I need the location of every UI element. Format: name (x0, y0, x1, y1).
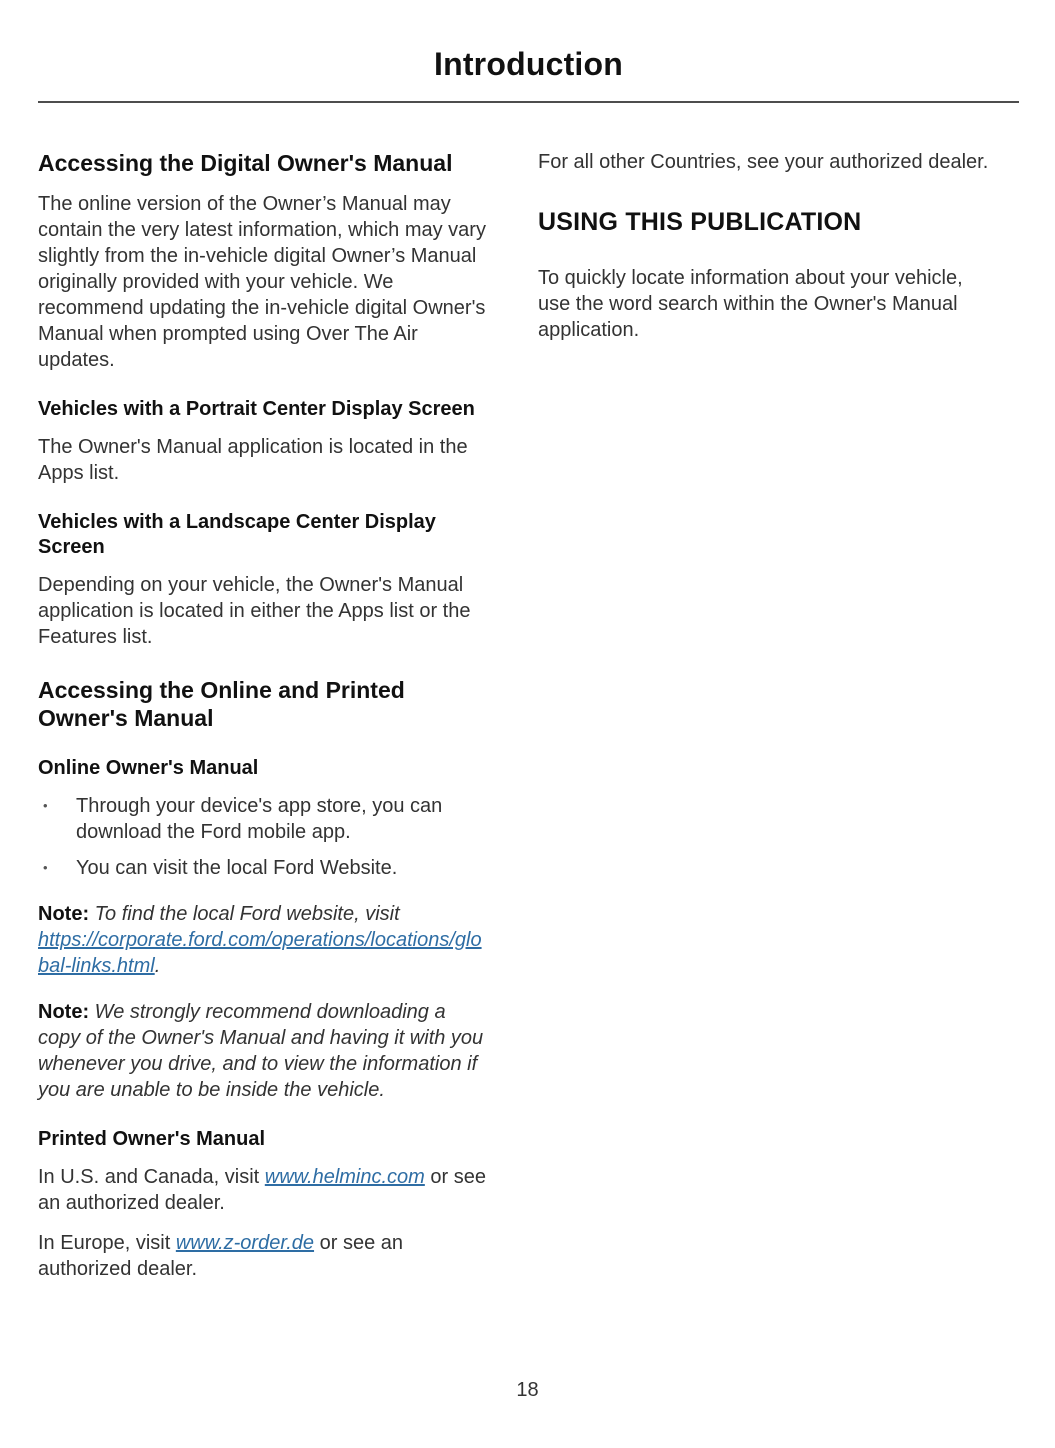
z-order-url[interactable]: www.z-order.de (175, 1232, 315, 1254)
heading-portrait-center-display: Vehicles with a Portrait Center Display Screen (38, 398, 475, 420)
heading-printed-owners-manual: Printed Owner's Manual (38, 1128, 266, 1150)
heading-landscape-center-display: Vehicles with a Landscape Center Display Screen (38, 511, 436, 558)
heading-online-owners-manual: Online Owner's Manual (38, 757, 259, 779)
note-text: We strongly recommend downloading a copy of the Owner's Manual and having it with you whenever you drive, and to view the information if you are unable to be inside the vehicle. (38, 1001, 484, 1101)
bullet-item (38, 793, 490, 845)
paragraph-text: or see an authorized dealer. (38, 1166, 486, 1214)
paragraph-landscape-display: Depending on your vehicle, the Owner's Manual application is located in either the Apps list or the Features list. (38, 574, 471, 648)
bullet-item (38, 855, 490, 881)
note-label: Note: (38, 903, 95, 925)
bullet-text: You can visit the local Ford Website. (76, 857, 398, 879)
right-column (538, 149, 990, 1296)
paragraph-other-countries: For all other Countries, see your authorized dealer. (538, 151, 989, 173)
bullet-icon: • (43, 798, 48, 813)
note-text: To find the local Ford website, visit (94, 903, 400, 925)
heading-using-this-publication: USING THIS PUBLICATION (538, 208, 862, 236)
note-local-ford-website (38, 901, 490, 979)
note-label: Note: (38, 1001, 95, 1023)
paragraph-portrait-display: The Owner's Manual application is located in the Apps list. (38, 436, 468, 484)
left-column (38, 149, 490, 1296)
bullet-text: Through your device's app store, you can download the Ford mobile app. (76, 795, 443, 843)
paragraph-word-search: To quickly locate information about your vehicle, use the word search within the Owner's Manual application. (538, 267, 963, 341)
paragraph-europe (38, 1230, 490, 1282)
paragraph-text: or see an authorized dealer. (38, 1232, 403, 1280)
heading-accessing-digital-manual: Accessing the Digital Owner's Manual (38, 150, 453, 176)
bullet-icon: • (43, 860, 48, 875)
paragraph-text: In U.S. and Canada, visit (38, 1166, 265, 1188)
page-title: Introduction (433, 46, 624, 82)
content-columns (38, 149, 1019, 1296)
paragraph-text: In Europe, visit (38, 1232, 176, 1254)
note-suffix: . (154, 955, 161, 977)
paragraph-us-canada (38, 1164, 490, 1216)
heading-accessing-online-printed: Accessing the Online and Printed Owner's Manual (38, 677, 405, 731)
page-number: 18 (516, 1379, 539, 1401)
ford-global-links-url[interactable]: https://corporate.ford.com/operations/locations/global-links.html (38, 929, 482, 977)
helminc-url[interactable]: www.helminc.com (264, 1166, 425, 1188)
note-download-recommendation (38, 999, 490, 1103)
title-divider (38, 101, 1019, 103)
paragraph-digital-manual: The online version of the Owner’s Manual may contain the very latest information, which may vary slightly from the in-vehicle digital Owner’s Manual originally provided with your vehicle. We recommend updating the in-vehicle digital Owner's Manual when prompted using Over The Air updates. (38, 193, 486, 371)
